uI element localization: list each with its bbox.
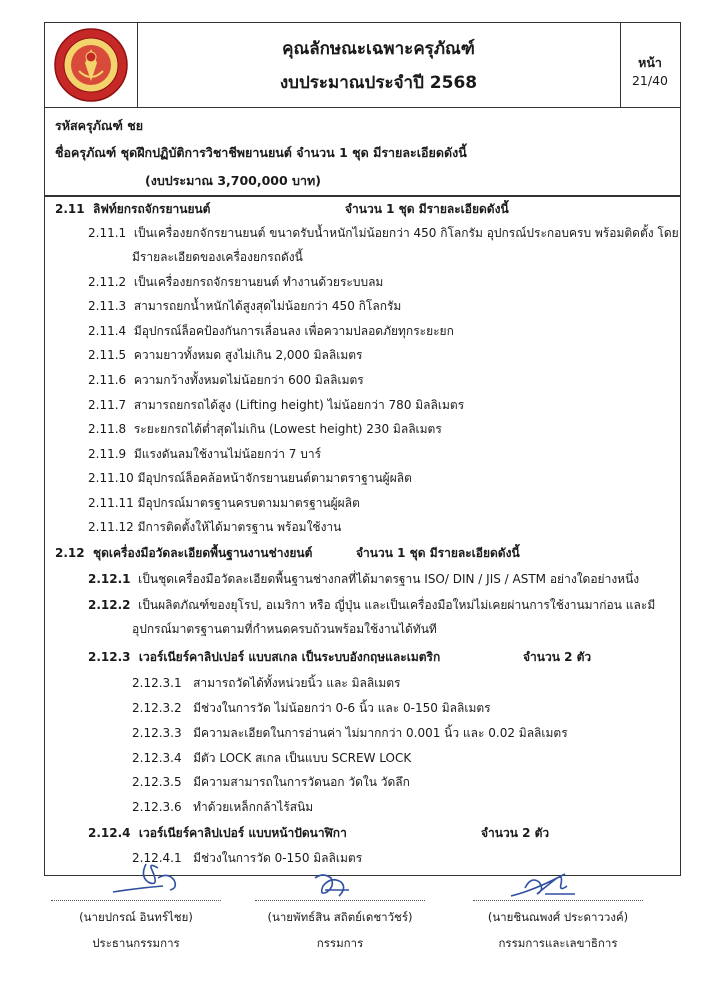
item-text: เป็นผลิตภัณฑ์ของยุโรป, อเมริกา หรือ ญี่ปุ่น และเป็นเครื่องมือใหม่ไม่เคยผ่านการใช้งานมาก่อน และมี	[138, 598, 656, 612]
list-item	[132, 799, 313, 815]
signer-name: (นายพัทธ์สิน สถิตย์เดชาวัชร์)	[267, 910, 413, 924]
item-number: 2.11.3	[88, 299, 127, 313]
item-number: 2.12.3.6	[132, 800, 182, 814]
equipment-budget: (งบประมาณ 3,700,000 บาท)	[145, 173, 321, 188]
section-2-11-heading	[55, 201, 210, 217]
signer-role: กรรมการและเลขาธิการ	[498, 936, 618, 950]
item-text: มีอุปกรณ์มาตรฐานครบตามมาตรฐานผู้ผลิต	[137, 496, 360, 510]
item-number: 2.11.1	[88, 226, 127, 240]
signature-block-secretary	[458, 900, 658, 953]
item-number: 2.12.4	[88, 826, 131, 840]
item-number: 2.11.5	[88, 348, 127, 362]
item-title: เวอร์เนียร์คาลิปเปอร์ แบบสเกล เป็นระบบอังกฤษและเมตริก	[138, 650, 441, 664]
section-2-12-qty: จำนวน 1 ชุด มีรายละเอียดดังนี้	[356, 546, 520, 560]
signature-block-member	[240, 900, 440, 953]
item-text: มีแรงดันลมใช้งานไม่น้อยกว่า 7 บาร์	[133, 447, 322, 461]
subsection-qty: จำนวน 2 ตัว	[523, 650, 592, 664]
item-text: มีความละเอียดในการอ่านค่า ไม่มากกว่า 0.001 นิ้ว และ 0.02 มิลลิเมตร	[193, 726, 568, 740]
list-item	[88, 397, 464, 413]
list-item	[88, 274, 383, 290]
equipment-name: ชื่อครุภัณฑ์ ชุดฝึกปฏิบัติการวิชาชีพยานยนต์ จำนวน 1 ชุด มีรายละเอียดดังนี้	[55, 145, 467, 160]
item-text: มีช่วงในการวัด 0-150 มิลลิเมตร	[193, 851, 363, 865]
signature-line	[255, 900, 425, 901]
signature-line	[51, 900, 221, 901]
list-item	[88, 323, 454, 339]
list-item	[132, 700, 491, 716]
item-number: 2.12.3	[88, 650, 131, 664]
signer-role: ประธานกรรมการ	[92, 936, 180, 950]
list-item	[132, 725, 568, 741]
item-text: ทำด้วยเหล็กกล้าไร้สนิม	[193, 800, 314, 814]
item-text: เป็นเครื่องยกรถจักรยานยนต์ ทำงานด้วยระบบลม	[133, 275, 384, 289]
item-text: สามารถวัดได้ทั้งหน่วยนิ้ว และ มิลลิเมตร	[193, 676, 401, 690]
section-number: 2.12	[55, 546, 85, 560]
page-number	[620, 53, 680, 88]
title-cell	[137, 23, 621, 107]
item-text: มีความสามารถในการวัดนอก วัดใน วัดลึก	[193, 775, 410, 789]
logo-cell	[45, 23, 138, 107]
list-item	[88, 519, 341, 535]
section-2-11-qty: จำนวน 1 ชุด มีรายละเอียดดังนี้	[345, 202, 509, 216]
equipment-code: รหัสครุภัณฑ์ ชย	[55, 118, 144, 133]
item-text: ความกว้างทั้งหมดไม่น้อยกว่า 600 มิลลิเมตร	[133, 373, 364, 387]
section-number: 2.11	[55, 202, 85, 216]
signer-name: (นายปกรณ์ อินทร์ไชย)	[79, 910, 193, 924]
signature-block-chair	[36, 900, 236, 953]
page-value: 21/40	[631, 73, 669, 88]
item-title: เวอร์เนียร์คาลิปเปอร์ แบบหน้าปัดนาฬิกา	[138, 826, 347, 840]
section-title: ลิฟท์ยกรถจักรยานยนต์	[92, 202, 211, 216]
item-number: 2.11.12	[88, 520, 134, 534]
list-item	[88, 298, 401, 314]
section-2-12-heading	[55, 545, 312, 561]
item-number: 2.11.8	[88, 422, 127, 436]
signer-name: (นายชินณพงศ์ ประดาววงค์)	[487, 910, 629, 924]
list-item	[88, 446, 321, 462]
page-label: หน้า	[638, 55, 662, 70]
specification-body	[44, 196, 681, 876]
page-number-cell	[620, 23, 680, 107]
item-text: มีช่วงในการวัด ไม่น้อยกว่า 0-6 นิ้ว และ 0-150 มิลลิเมตร	[193, 701, 491, 715]
list-item	[88, 597, 655, 613]
list-item	[132, 774, 410, 790]
list-item	[88, 571, 639, 587]
item-number: 2.12.3.1	[132, 676, 182, 690]
list-item	[88, 372, 364, 388]
item-text: มีตัว LOCK สเกล เป็นแบบ SCREW LOCK	[193, 751, 412, 765]
item-number: 2.11.7	[88, 398, 127, 412]
item-text: มีอุปกรณ์ล็อคป้องกันการเลื่อนลง เพื่อความปลอดภัยทุกระยะยก	[133, 324, 454, 338]
signature-scribble-2	[305, 868, 365, 902]
item-text: สามารถยกน้ำหนักได้สูงสุดไม่น้อยกว่า 450 กิโลกรัม	[133, 299, 402, 313]
item-continuation: มีรายละเอียดของเครื่องยกรถดังนี้	[132, 250, 303, 264]
list-item	[88, 347, 362, 363]
signer-role: กรรมการ	[316, 936, 364, 950]
budget-year-title: งบประมาณประจำปี 2568	[279, 73, 478, 93]
item-number: 2.12.1	[88, 572, 131, 586]
list-item	[88, 470, 412, 486]
item-number: 2.12.3.5	[132, 775, 182, 789]
item-number: 2.11.11	[88, 496, 134, 510]
signature-scribble-3	[505, 864, 585, 904]
equipment-info	[44, 108, 681, 196]
item-text: สามารถยกรถได้สูง (Lifting height) ไม่น้อยกว่า 780 มิลลิเมตร	[133, 398, 465, 412]
subsection-heading	[88, 649, 440, 665]
item-text: เป็นเครื่องยกจักรยานยนต์ ขนาดรับน้ำหนักไม่น้อยกว่า 450 กิโลกรัม อุปกรณ์ประกอบครบ พร้อมติดตั้ง โดย	[133, 226, 679, 240]
list-item	[88, 495, 360, 511]
item-number: 2.12.2	[88, 598, 131, 612]
item-number: 2.11.4	[88, 324, 127, 338]
item-number: 2.11.2	[88, 275, 127, 289]
item-text: ความยาวทั้งหมด สูงไม่เกิน 2,000 มิลลิเมตร	[133, 348, 363, 362]
signature-scribble-1	[108, 858, 198, 900]
subsection-qty: จำนวน 2 ตัว	[481, 826, 550, 840]
item-text: ระยะยกรถได้ต่ำสุดไม่เกิน (Lowest height) 230 มิลลิเมตร	[133, 422, 442, 436]
document-title: คุณลักษณะเฉพาะครุภัณฑ์	[282, 39, 475, 59]
list-item	[88, 421, 442, 437]
item-continuation: อุปกรณ์มาตรฐานตามที่กำหนดครบถ้วนพร้อมใช้งานได้ทันที	[132, 622, 437, 636]
list-item	[132, 675, 400, 691]
item-number: 2.12.3.3	[132, 726, 182, 740]
item-text: มีการติดตั้งให้ได้มาตรฐาน พร้อมใช้งาน	[137, 520, 342, 534]
item-text: เป็นชุดเครื่องมือวัดละเอียดพื้นฐานช่างกลที่ได้มาตรฐาน ISO/ DIN / JIS / ASTM อย่างใดอย่างหนึ่ง	[138, 572, 640, 586]
section-title: ชุดเครื่องมือวัดละเอียดพื้นฐานงานช่างยนต์	[92, 546, 313, 560]
item-text: มีอุปกรณ์ล็อคล้อหน้าจักรยานยนต์ตามาตราฐานผู้ผลิต	[137, 471, 412, 485]
item-number: 2.11.10	[88, 471, 134, 485]
document-header	[44, 22, 681, 108]
signature-line	[473, 900, 643, 901]
item-number: 2.12.3.4	[132, 751, 182, 765]
vocational-education-seal-logo	[45, 23, 137, 107]
subsection-heading	[88, 825, 347, 841]
item-number: 2.12.4.1	[132, 851, 182, 865]
list-item	[132, 750, 411, 766]
item-number: 2.11.9	[88, 447, 127, 461]
item-number: 2.11.6	[88, 373, 127, 387]
list-item	[88, 225, 679, 241]
item-number: 2.12.3.2	[132, 701, 182, 715]
